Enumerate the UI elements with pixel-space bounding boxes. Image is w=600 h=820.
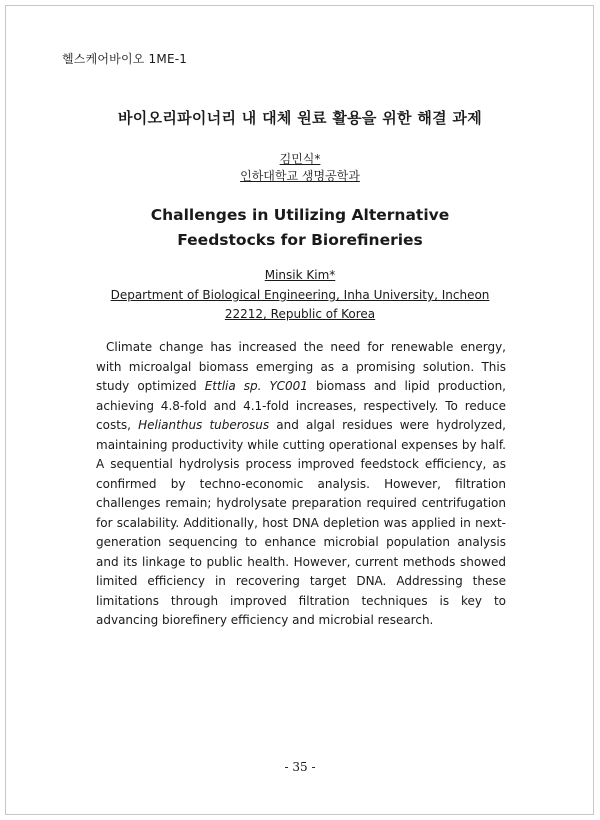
abstract-species-1: Ettlia sp. YC001 <box>204 379 308 393</box>
english-title: Challenges in Utilizing Alternative Feedstocks for Biorefineries <box>150 206 450 249</box>
abstract-paragraph <box>96 338 506 631</box>
abstract-species-2: Helianthus tuberosus <box>138 418 270 432</box>
korean-affiliation: 인하대학교 생명공학과 <box>240 169 360 183</box>
english-author: Minsik Kim* <box>264 268 336 282</box>
korean-author: 김민식* <box>279 152 321 166</box>
abstract-text-3: and algal residues were hydrolyzed, maintaining productivity while cutting operational expenses by half. A sequential hydrolysis process improved feedstock efficiency, as confirmed by techno-economic analysis. However, filtration challenges remain; hydrolysate preparation required centrifugation for scalability. Additionally, host DNA depletion was applied in next-generation sequencing to enhance microbial population analysis and its linkage to public health. However, current methods showed limited efficiency in recovering target DNA. Addressing these limitations through improved filtration techniques is key to advancing biorefinery efficiency and microbial research. <box>96 418 506 627</box>
english-affiliation: Department of Biological Engineering, Inha University, Incheon 22212, Republic of Korea <box>110 288 490 321</box>
page-number: - 35 - <box>284 760 316 774</box>
abstract-text-1: Climate change has increased the need for renewable energy, with microalgal biomass emerging as a promising solution. This study optimized <box>96 340 506 393</box>
session-tag: 헬스케어바이오 1ME-1 <box>62 52 188 66</box>
abstract-text-2: biomass and lipid production, achieving 4.8-fold and 4.1-fold increases, respectively. To reduce costs, <box>96 379 506 432</box>
korean-title: 바이오리파이너리 내 대체 원료 활용을 위한 해결 과제 <box>117 109 483 127</box>
